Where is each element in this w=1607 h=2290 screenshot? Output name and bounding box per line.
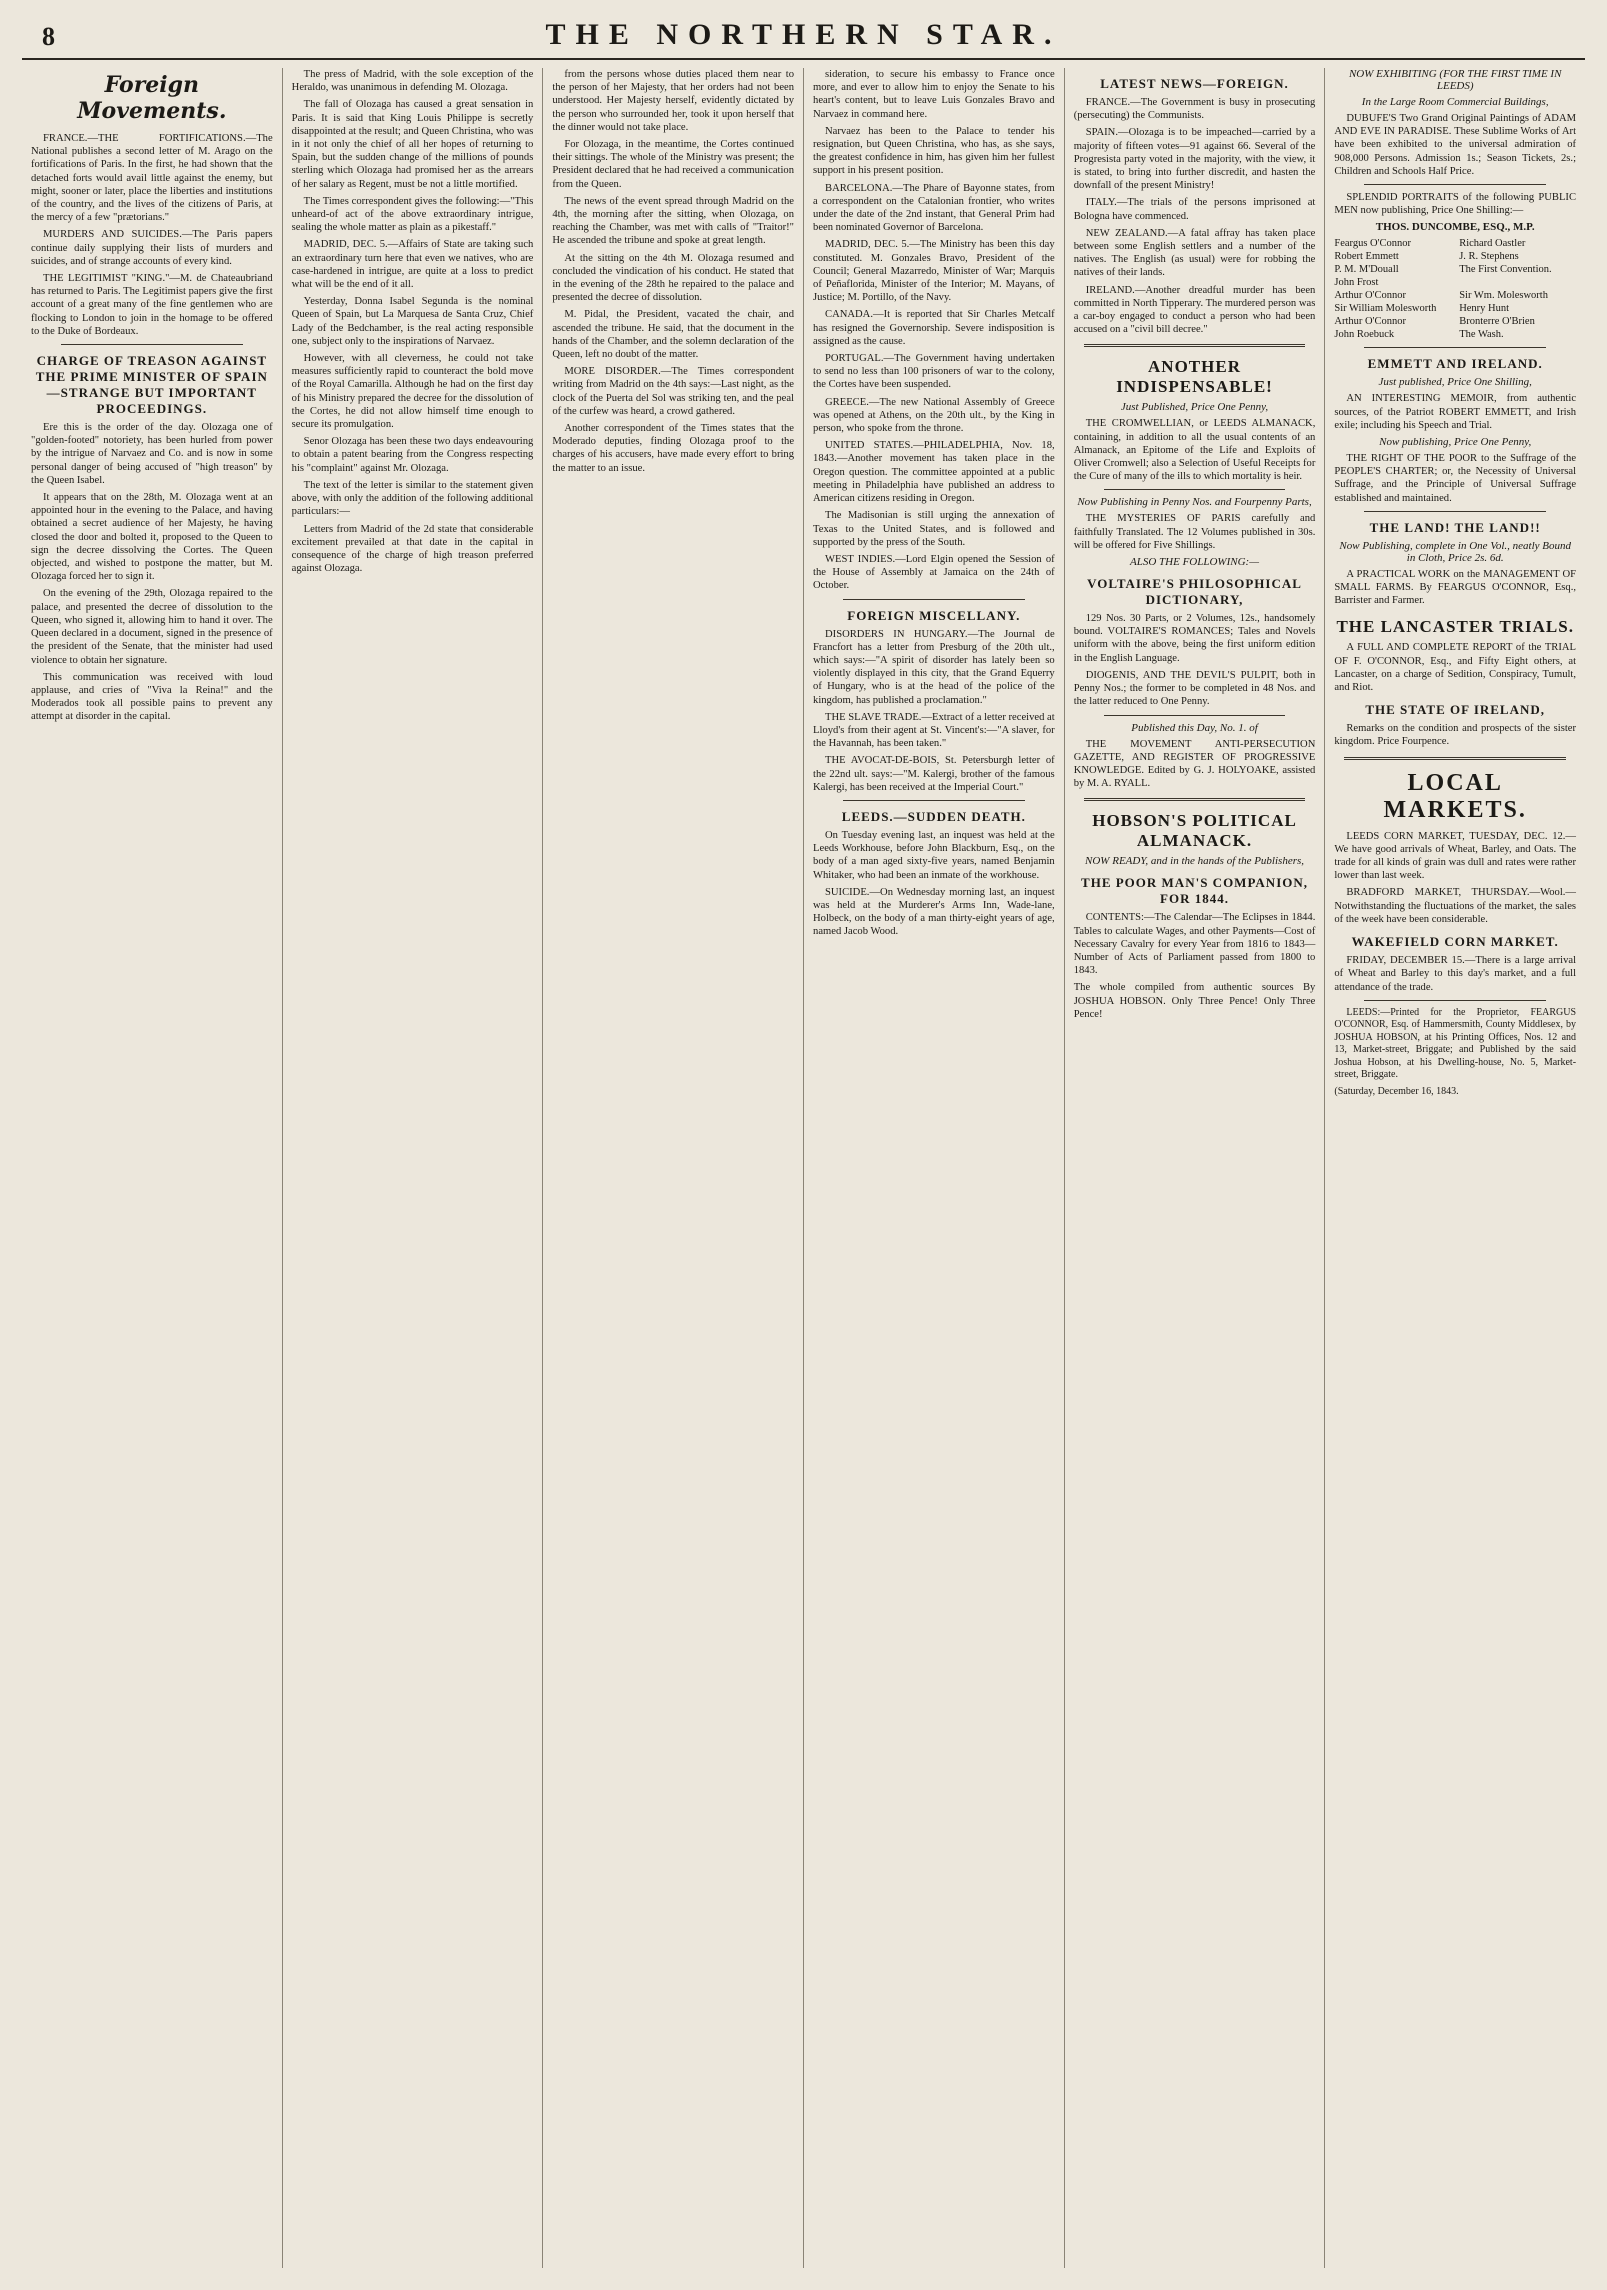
article-traitor-calls: The news of the event spread through Madrid on the 4th, the morning after the sitting, when Olozaga, on reaching the Chamber, was met with calls of "Traitor!" He ascended the tribune and spoke at great length. <box>552 195 795 247</box>
article-legitimist: THE LEGITIMIST "KING."—M. de Chateaubriand has returned to Paris. The Legitimist papers give the first account of a great many of the fine gentlemen who are flocking to London to join in the homage to be offered to the Duke of Bordeaux. <box>31 273 273 337</box>
portrait-name: Arthur O'Connor <box>1334 316 1406 328</box>
article-olozaga-patent: Senor Olozaga has been these two days endeavouring to obtain a patent bearing from the Congress respecting his "complaint" against Mr. Olozaga. <box>291 436 534 474</box>
article-letter-text: The text of the letter is similar to the statement given above, with only the addition of the following additional particulars:— <box>291 479 534 518</box>
article-moderado-deputies: Another correspondent of the Times states that the Moderado deputies, finding Olozaga proof to the charges of his accusers, have made every effort to bring the matter to an issue. <box>552 423 795 474</box>
ad-headline-hobsons-almanack: HOBSON'S POLITICAL ALMANACK. <box>1092 811 1297 851</box>
article-treason-4: This communication was received with loud applause, and cries of "Viva la Reina!" and the Moderados took all possible pains to prevent any attempt at disorder in the capital. <box>31 671 273 723</box>
ad-headline-indispensable: ANOTHER INDISPENSABLE! <box>1116 357 1273 397</box>
article-murders: MURDERS AND SUICIDES.—The Paris papers continue daily supplying their lists of murders and suicides, and of strange accounts of every kind. <box>31 229 273 267</box>
article-united-states: UNITED STATES.—PHILADELPHIA, Nov. 18, 1843.—Another movement has taken place in the Oregon question. The committee appointed at a public meeting in Philadelphia have published an address to American citizens residing in Oregon. <box>813 440 1055 505</box>
article-latest-new-zealand: NEW ZEALAND.—A fatal affray has taken place between some English settlers and a number of the natives. The English (as usual) were for robbing the natives of their lands. <box>1073 227 1316 279</box>
column-2 <box>283 68 544 2268</box>
article-suicide: SUICIDE.—On Wednesday morning last, an inquest was held at the Murderer's Arms Inn, Wade-lane, Holbeck, on the body of a man thirty-eight years of age, named Jacob Wood. <box>813 886 1055 938</box>
headline-latest-news: LATEST NEWS—FOREIGN. <box>1100 76 1289 91</box>
article-treason-1: Ere this is the order of the day. Olozaga one of "golden-footed" notoriety, has been hurled from power by the intrigue of Narvaez and Co. and is now in some personal danger of being accused of "high treason" by the Queen Isabel. <box>31 422 273 486</box>
divider <box>1084 344 1306 347</box>
ad-right-of-the-poor: THE RIGHT OF THE POOR to the Suffrage of the PEOPLE'S CHARTER; or, the Necessity of Universal Suffrage, and the Principle of Universal Suffrage established and maintained. <box>1334 453 1577 504</box>
ad-mysteries-of-paris: THE MYSTERIES OF PARIS carefully and faithfully Translated. The 12 Volumes published in 30s. will be offered for Five Shillings. <box>1073 513 1316 551</box>
article-texas: The Madisonian is still urging the annexation of Texas to the United States, and is followed and supported by the press of the South. <box>813 510 1055 548</box>
portrait-name: The First Convention. <box>1459 264 1552 276</box>
ad-subline: Now publishing, Price One Penny, <box>1379 436 1532 449</box>
headline-charge-of-treason: CHARGE OF TREASON AGAINST THE PRIME MINISTER OF SPAIN—STRANGE BUT IMPORTANT PROCEEDINGS. <box>35 353 268 417</box>
ad-subline: Now Publishing in Penny Nos. and Fourpenny Parts, <box>1077 496 1312 509</box>
article-latest-italy: ITALY.—The trials of the persons imprisoned at Bologna have commenced. <box>1073 197 1316 222</box>
portrait-name: Richard Oastler <box>1459 238 1526 250</box>
divider <box>1364 184 1546 185</box>
portrait-name: John Frost <box>1334 277 1379 289</box>
headline-local-markets: LOCAL MARKETS. <box>1383 769 1527 823</box>
column-1 <box>22 68 283 2268</box>
section-title-foreign-movements: Foreign Movements. <box>77 72 227 124</box>
article-cortes-sitting: For Olozaga, in the meantime, the Cortes continued their sittings. The whole of the Ministry was present; the President declared that he had received a communication from the Queen. <box>552 139 795 190</box>
article-palace-dinner: from the persons whose duties placed them near to the person of her Majesty, that her orders had not been understood. Her Majesty herself, evidently dictated by the person who surrounded her, took it upon herself that the dinner would not take place. <box>552 69 795 133</box>
ad-subline: Just published, Price One Shilling, <box>1378 376 1532 389</box>
divider <box>1104 489 1286 490</box>
ad-subline: Now Publishing, complete in One Vol., neatly Bound in Cloth, Price 2s. 6d. <box>1339 539 1571 564</box>
article-latest-ireland: IRELAND.—Another dreadful murder has been committed in North Tipperary. The murdered person was a car-boy engaged to conduct a person who had been accused on a "civil bill decree." <box>1073 284 1316 336</box>
headline-leeds-sudden-death: LEEDS.—SUDDEN DEATH. <box>841 808 1026 824</box>
ad-subline: NOW EXHIBITING (FOR THE FIRST TIME IN LEEDS) <box>1348 68 1562 92</box>
portrait-name: The Wash. <box>1459 329 1504 341</box>
ad-headline-state-of-ireland: THE STATE OF IRELAND, <box>1365 702 1546 718</box>
portrait-name: Henry Hunt <box>1459 303 1510 315</box>
article-wakefield: FRIDAY, DECEMBER 15.—There is a large arrival of Wheat and Barley to this day's market, and a full attendance of the trade. <box>1334 955 1577 993</box>
divider <box>843 599 1025 600</box>
ad-almanack-footer: The whole compiled from authentic sources By JOSHUA HOBSON. Only Three Pence! Only Three Pence! <box>1073 982 1316 1020</box>
article-hungary: DISORDERS IN HUNGARY.—The Journal de Francfort has a letter from Presburg of the 20th ult., which says:—"A spirit of disorder has lately been so violently displayed in this city, that the Grand Equerry of Hungary, who is at the head of the police of the kingdom, has published a proclamation." <box>813 628 1055 706</box>
article-petersburgh: THE AVOCAT-DE-BOIS, St. Petersburgh letter of the 22nd ult. says:—"M. Kalergi, brother of the famous Kalergi, has been received at the Imperial Court." <box>813 755 1055 793</box>
ad-headline-emmett: EMMETT AND IRELAND. <box>1367 356 1543 372</box>
divider <box>1084 798 1306 801</box>
article-times-correspondent: The Times correspondent gives the following:—"This unheard-of act of the above extraordinary intrigue, sealing the whole matter as plain as a pikestaff." <box>291 195 534 234</box>
portrait-name: John Roebuck <box>1334 329 1395 341</box>
article-bradford-market: BRADFORD MARKET, THURSDAY.—Wool.—Notwithstanding the fluctuations of the market, the sales of the week have been considerable. <box>1334 887 1577 925</box>
column-5 <box>1065 68 1326 2268</box>
portrait-name: Robert Emmett <box>1334 251 1399 263</box>
divider <box>61 344 243 345</box>
portrait-name: Sir Wm. Molesworth <box>1459 290 1548 302</box>
portrait-name: Sir William Molesworth <box>1334 303 1437 315</box>
portrait-name: J. R. Stephens <box>1459 251 1519 263</box>
ad-state-of-ireland: Remarks on the condition and prospects of the sister kingdom. Price Fourpence. <box>1334 723 1577 748</box>
article-madrid-press: The press of Madrid, with the sole exception of the Heraldo, was unanimous in defending M. Olozaga. <box>291 69 534 94</box>
portrait-name: Bronterre O'Brien <box>1459 316 1535 328</box>
article-treason-2: It appears that on the 28th, M. Olozaga went at an appointed hour in the evening to the Palace, and having obtained a secret audience of her Majesty, he having closed the door and bolted it, proposed to the Queen to sign the decree dissolving the Cortes. The Queen objected, and wished to postpone the matter, but M. Olozaga forced her to sign it. <box>31 492 273 583</box>
ad-title-poor-mans-companion: THE POOR MAN'S COMPANION, FOR 1844. <box>1081 875 1309 907</box>
article-barcelona: BARCELONA.—The Phare of Bayonne states, from a correspondent on the Catalonian frontier, who writes under the date of the 2nd instant, that General Prim had been nominated Governor of Barcelona. <box>813 182 1055 234</box>
ad-subline: Published this Day, No. 1. of <box>1131 721 1258 734</box>
ad-subline: NOW READY, and in the hands of the Publishers, <box>1085 855 1305 868</box>
ad-small-farms: A PRACTICAL WORK on the MANAGEMENT OF SMALL FARMS. By FEARGUS O'CONNOR, Esq., Barrister and Farmer. <box>1334 568 1577 607</box>
ad-voltaire: 129 Nos. 30 Parts, or 2 Volumes, 12s., handsomely bound. VOLTAIRE'S ROMANCES; Tales and Novels uniform with the above, being the first uniform edition in the English Language. <box>1073 613 1316 664</box>
article-treason-3: On the evening of the 29th, Olozaga repaired to the palace, and presented the decree of dissolution to the Queen, who signed it, allowing him to hand it over. The Queen declared in a document, signed in the presence of the president of the Senate, that the minister had used violence to obtain her signature. <box>31 588 273 666</box>
article-new-ministry: MADRID, DEC. 5.—The Ministry has been this day constituted. M. Gonzales Bravo, President of the Council; General Mazarredo, Minister of War; Marquis of Peñaflorida, Minister of the Interior; M. Mayans, of Justice; M. Portillo, of the Navy. <box>813 239 1055 304</box>
headline-wakefield-corn-market: WAKEFIELD CORN MARKET. <box>1351 934 1559 950</box>
ad-cromwellian: THE CROMWELLIAN, or LEEDS ALMANACK, containing, in addition to all the usual contents of an Almanack, an Epitome of the Life and Exploits of Oliver Cromwell; also a Selection of Useful Receipts for the Cure of many of the ills to which mortality is heir. <box>1073 418 1316 483</box>
article-latest-spain: SPAIN.—Olozaga is to be impeached—carried by a majority of fifteen votes—91 against 66. Several of the Progresista party voted in the majority, with the view, it is stated, to bring into further discredit, and hasten the downfall of the present Ministry! <box>1073 127 1316 192</box>
article-slave-trade: THE SLAVE TRADE.—Extract of a letter received at Lloyd's from their agent at St. Vincent's:—"A slaver, for the Havannah, has been taken." <box>813 711 1055 750</box>
divider <box>1344 757 1566 760</box>
article-vindication: At the sitting on the 4th M. Olozaga resumed and concluded the vindication of his conduct. He stated that in the evening of the 28th he repaired to the palace and presented the decree of dissolution. <box>552 252 795 304</box>
imprint-date: (Saturday, December 16, 1843. <box>1334 1085 1459 1097</box>
portrait-name: P. M. M'Douall <box>1334 264 1399 276</box>
article-camarilla: However, with all cleverness, he could not take measures sufficiently rapid to counteract the bold move of the Royal Camarilla. Although he had on the first day of his Ministry prepared the decree for the dissolution of the Cortes, he did not allow himself time enough to secure its promulgation. <box>291 353 534 431</box>
ad-lancaster-report: A FULL AND COMPLETE REPORT of the TRIAL OF F. O'CONNOR, Esq., and Fifty Eight others, at Lancaster, on a charge of Sedition, Conspiracy, Tumult, and Riot. <box>1334 642 1577 694</box>
portrait-name <box>1459 276 1576 289</box>
ad-emmett-memoir: AN INTERESTING MEMOIR, from authentic sources, of the Patriot ROBERT EMMETT, and Irish exile; including his Speech and Trial. <box>1334 393 1577 431</box>
column-6 <box>1325 68 1585 2268</box>
article-portugal: PORTUGAL.—The Government having undertaken to send no less than 100 prisoners of war to the colony, the Cortes have been suspended. <box>813 353 1055 391</box>
ad-almanack-contents: CONTENTS:—The Calendar—The Eclipses in 1844. Tables to calculate Wages, and other Payments—Cost of Necessary Cavalry for every Year from 1816 to 1843—Number of Acts of Parliament passed from 1800 to 1843. <box>1073 912 1316 977</box>
ad-subline: ALSO THE FOLLOWING:— <box>1130 556 1259 569</box>
article-queen-isabel: Yesterday, Donna Isabel Segunda is the nominal Queen of Spain, but La Marquesa de Santa Cruz, Chief Lady of the Bedchamber, is the real acting responsible one, subject only to the inspirations of Narvaez. <box>291 296 534 347</box>
article-west-indies: WEST INDIES.—Lord Elgin opened the Session of the House of Assembly at Jamaica on the 24th of October. <box>813 553 1055 592</box>
article-canada: CANADA.—It is reported that Sir Charles Metcalf has resigned the Governorship. Severe indisposition is assigned as the cause. <box>813 309 1055 347</box>
article-madrid-dec5: MADRID, DEC. 5.—Affairs of State are taking such an extraordinary turn here that even we natives, who are case-hardened in intrigue, are quite at a loss to predict what will be the end of it all. <box>291 239 534 291</box>
ad-headline-lancaster-trials: THE LANCASTER TRIALS. <box>1336 617 1574 637</box>
divider <box>1364 347 1546 348</box>
headline-foreign-miscellany: FOREIGN MISCELLANY. <box>847 607 1021 623</box>
article-madrid-letters: Letters from Madrid of the 2d state that considerable excitement prevailed at that date in the capital in consequence of the charge of high treason preferred against Olozaga. <box>291 523 534 575</box>
ad-headline-the-land: THE LAND! THE LAND!! <box>1369 519 1541 535</box>
masthead <box>22 12 1585 60</box>
article-fortifications: FRANCE.—THE FORTIFICATIONS.—The National publishes a second letter of M. Arago on the fortifications of Paris. In the first, he had shown that the detached forts would avail little against the enemy, but might, sooner or later, place the liberties and institutions of the country, and the lives of the citizens of Paris, at the mercy of a few "prætorians." <box>31 133 273 224</box>
paper-title: THE NORTHERN STAR. <box>545 18 1062 51</box>
article-latest-france: FRANCE.—The Government is busy in prosecuting (persecuting) the Communists. <box>1073 97 1316 122</box>
portrait-name: Arthur O'Connor <box>1334 290 1406 302</box>
column-3 <box>543 68 804 2268</box>
ad-portrait-duncombe: THOS. DUNCOMBE, ESQ., M.P. <box>1375 221 1535 234</box>
ad-subline: Just Published, Price One Penny, <box>1120 401 1269 414</box>
divider <box>1364 511 1546 512</box>
portrait-names-list <box>1334 237 1576 341</box>
imprint-text: LEEDS:—Printed for the Proprietor, FEARGUS O'CONNOR, Esq. of Hammersmith, County Middlesex, by JOSHUA HOBSON, at his Printing Offices, Nos. 12 and 13, Market-street, Briggate; and Published by the said Joshua Hobson, at his Dwelling-house, No. 5, Market-street, Briggate. <box>1334 1006 1577 1081</box>
divider <box>1364 1000 1546 1001</box>
ad-venue: In the Large Room Commercial Buildings, <box>1361 96 1549 108</box>
divider <box>843 800 1025 801</box>
article-more-disorder: MORE DISORDER.—The Times correspondent writing from Madrid on the 4th says:—Last night, as the clock of the Puerta del Sol was striking ten, and the peal of the curfew was heard, a crowd gathered. <box>552 366 795 417</box>
article-leeds-corn-market: LEEDS CORN MARKET, TUESDAY, DEC. 12.—We have good arrivals of Wheat, Barley, and Oats. The trade for all kinds of grain was dull and rates were rather lower than last week. <box>1334 830 1577 882</box>
columns <box>22 68 1585 2268</box>
ad-dubufe-paintings: DUBUFE'S Two Grand Original Paintings of ADAM AND EVE IN PARADISE. These Sublime Works of Art have been exhibited to the universal admiration of 908,000 Persons. Admission 1s.; Season Tickets, 2s.; Children and Schools Half Price. <box>1334 113 1577 177</box>
column-4 <box>804 68 1065 2268</box>
article-narvaez: Narvaez has been to the Palace to tender his resignation, but Queen Christina, who has, as she says, the greatest confidence in him, has given him her fullest support in his present position. <box>813 125 1055 177</box>
divider <box>1104 715 1286 716</box>
article-greece: GREECE.—The new National Assembly of Greece was opened at Athens, on the 20th ult., by the King in person, who spoke from the throne. <box>813 396 1055 435</box>
portrait-name: Feargus O'Connor <box>1334 238 1412 250</box>
imprint <box>1334 1007 1576 1099</box>
ad-splendid-portraits: SPLENDID PORTRAITS of the following PUBLIC MEN now publishing, Price One Shilling:— <box>1334 192 1577 217</box>
page-number: 8 <box>42 22 55 51</box>
article-leeds-inquest: On Tuesday evening last, an inquest was held at the Leeds Workhouse, before John Blackburn, Esq., on the body of a man aged sixty-five years, named Benjamin Whitaker, who had been an inmate of the workhouse. <box>813 829 1055 881</box>
article-fall-of-olozaga: The fall of Olozaga has caused a great sensation in Paris. It is said that King Louis Philippe is secretly disappointed at the result; and Queen Christina, who was in it not only the chief of all her hopes of returning to Spain, but the sudden change of the millions of pounds sterling which Olozaga had promised her as the arrears of her salary as Regent, must be not a little mortified. <box>291 99 534 190</box>
article-embassy: sideration, to secure his embassy to France once more, and ever to allow him to enjoy the Senate to his heart's content, but to leave Luis Gonzales Bravo and Narvaez in command here. <box>813 69 1055 120</box>
article-pidal-speech: M. Pidal, the President, vacated the chair, and ascended the tribune. He said, that the document in the hands of the Chamber, and the solemn declaration of the Queen, left no doubt of the matter. <box>552 309 795 361</box>
ad-movement-gazette: THE MOVEMENT ANTI-PERSECUTION GAZETTE, AND REGISTER OF PROGRESSIVE KNOWLEDGE. Edited by G. J. HOLYOAKE, assisted by M. A. RYALL. <box>1073 738 1316 790</box>
ad-diogenis: DIOGENIS, AND THE DEVIL'S PULPIT, both in Penny Nos.; the former to be completed in 48 Nos. and the latter reduced to One Penny. <box>1073 669 1316 708</box>
ad-headline-voltaire: VOLTAIRE'S PHILOSOPHICAL DICTIONARY, <box>1087 576 1302 608</box>
